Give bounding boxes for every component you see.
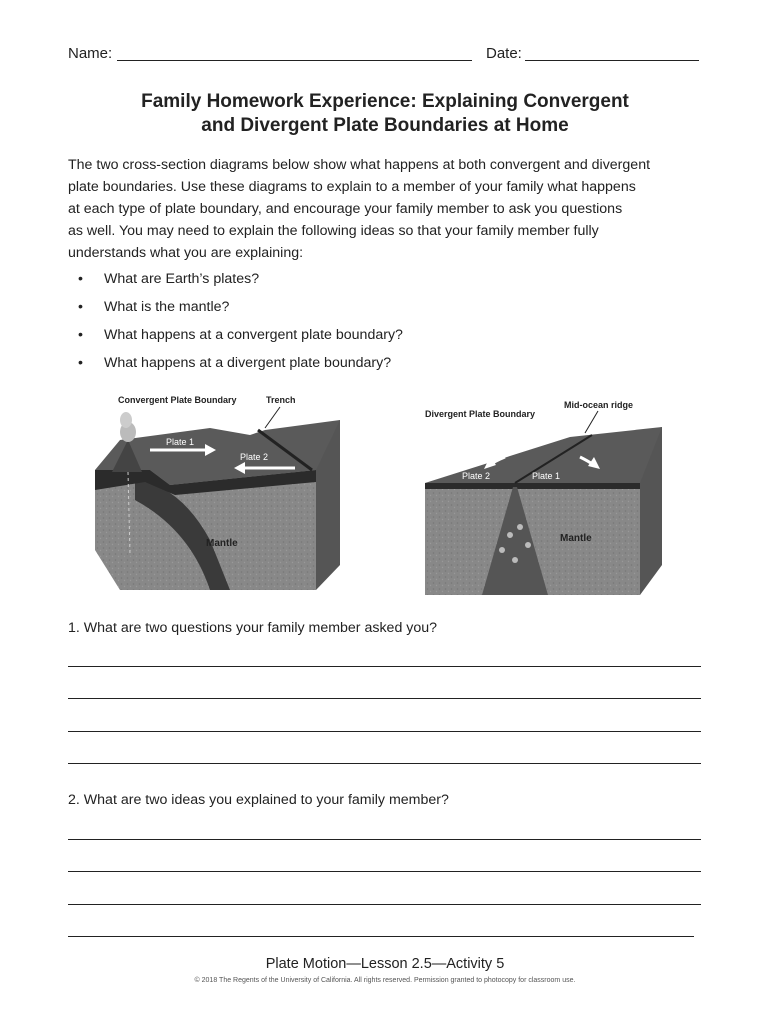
date-label: Date: (486, 45, 522, 62)
bullet-icon: • (78, 327, 83, 343)
list-item-text: What is the mantle? (104, 299, 230, 315)
list-item (78, 355, 678, 383)
list-item-text: What happens at a divergent plate boundary? (104, 355, 392, 371)
title-line-2: and Divergent Plate Boundaries at Home (201, 115, 569, 136)
page-title (68, 90, 702, 138)
name-field[interactable] (117, 60, 472, 61)
mantle-label: Mantle (560, 533, 592, 544)
ideas-list (78, 271, 678, 383)
answer-line[interactable] (68, 698, 701, 699)
answer-line[interactable] (68, 904, 701, 905)
list-item (78, 271, 678, 299)
title-line-1: Family Homework Experience: Explaining Convergent (141, 91, 629, 112)
ash-plume (120, 412, 132, 428)
list-item-text: What happens at a convergent plate boundary? (104, 327, 403, 343)
answer-line[interactable] (68, 763, 701, 764)
intro-line: The two cross-section diagrams below show what happens at both convergent and divergent (68, 157, 651, 173)
date-field[interactable] (525, 60, 699, 61)
magma-drop (499, 547, 505, 553)
divergent-diagram (420, 395, 670, 600)
ridge-pointer (585, 411, 598, 433)
trench-pointer (265, 407, 280, 428)
trench-label: Trench (266, 395, 296, 405)
bullet-icon: • (78, 299, 83, 315)
intro-line: as well. You may need to explain the following ideas so that your family member fully (68, 223, 599, 239)
convergent-title: Convergent Plate Boundary (118, 395, 237, 405)
footer-copyright: © 2018 The Regents of the University of California. All rights reserved. Permission granted to photocopy for classroom use. (194, 977, 576, 984)
crust-layer (425, 483, 640, 489)
plate2-label: Plate 2 (240, 452, 269, 462)
bullet-icon: • (78, 355, 83, 371)
list-item (78, 327, 678, 355)
plate1-label: Plate 1 (532, 471, 561, 481)
plate2-label: Plate 2 (462, 471, 491, 481)
magma-drop (517, 524, 523, 530)
divergent-title: Divergent Plate Boundary (425, 409, 536, 419)
intro-line: at each type of plate boundary, and encourage your family member to ask you questions (68, 201, 623, 217)
intro-line: understands what you are explaining: (68, 245, 304, 261)
answer-line[interactable] (68, 871, 701, 872)
convergent-diagram (90, 390, 360, 600)
answer-line[interactable] (68, 839, 701, 840)
question-2: 2. What are two ideas you explained to your family member? (68, 792, 449, 808)
name-label: Name: (68, 45, 113, 62)
footer-title: Plate Motion—Lesson 2.5—Activity 5 (265, 956, 505, 972)
magma-drop (512, 557, 518, 563)
question-1: 1. What are two questions your family member asked you? (68, 620, 438, 636)
list-item-text: What are Earth’s plates? (104, 271, 260, 287)
magma-drop (525, 542, 531, 548)
bullet-icon: • (78, 271, 83, 287)
magma-drop (507, 532, 513, 538)
ridge-label: Mid-ocean ridge (564, 400, 634, 410)
mantle-label: Mantle (206, 538, 238, 549)
plate1-label: Plate 1 (166, 437, 195, 447)
list-item (78, 299, 678, 327)
answer-line[interactable] (68, 666, 701, 667)
answer-line[interactable] (68, 731, 701, 732)
intro-paragraph (68, 154, 708, 264)
answer-line[interactable] (68, 936, 694, 937)
intro-line: plate boundaries. Use these diagrams to explain to a member of your family what happens (68, 179, 636, 195)
